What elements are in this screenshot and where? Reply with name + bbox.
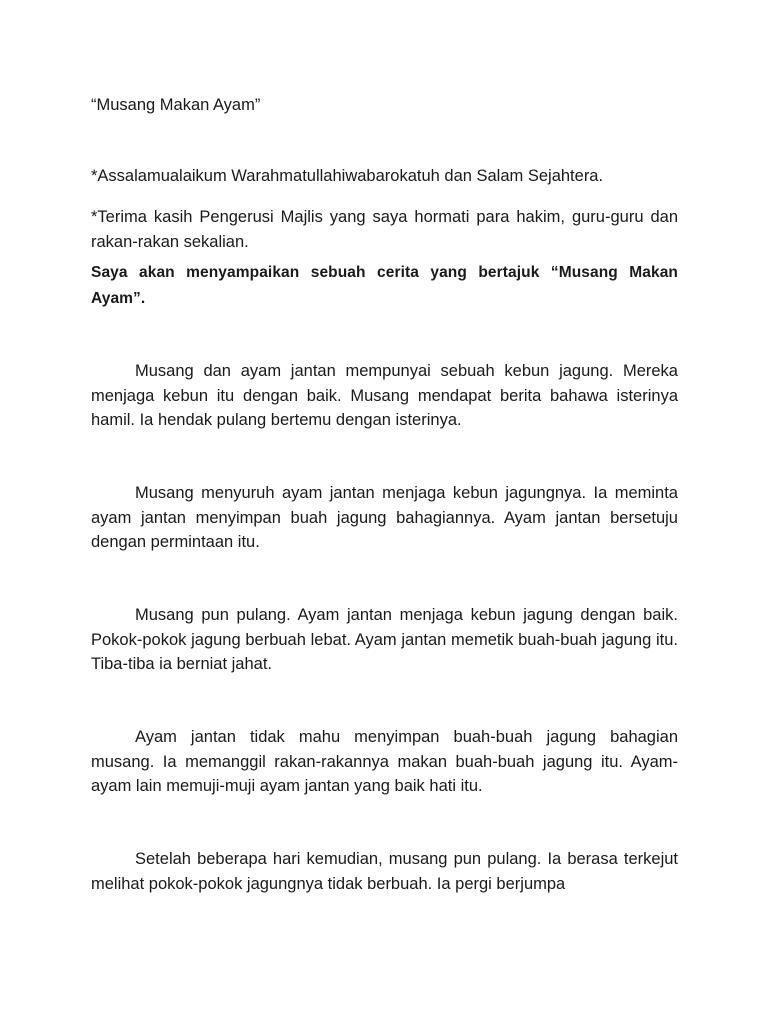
story-paragraph-5: Setelah beberapa hari kemudian, musang pun pulang. Ia berasa terkejut melihat pokok-pokok jagungnya tidak berbuah. Ia pergi berjumpa (91, 850, 678, 893)
story-paragraph-3: Musang pun pulang. Ayam jantan menjaga kebun jagung dengan baik. Pokok-pokok jagung berbuah lebat. Ayam jantan memetik buah-buah jagung itu. Tiba-tiba ia berniat jahat. (91, 606, 678, 673)
story-paragraph-2: Musang menyuruh ayam jantan menjaga kebun jagungnya. Ia meminta ayam jantan menyimpan buah jagung bahagiannya. Ayam jantan bersetuju dengan permintaan itu. (91, 484, 678, 551)
story-title: “Musang Makan Ayam” (91, 96, 261, 114)
greeting-line: *Assalamualaikum Warahmatullahiwabarokatuh dan Salam Sejahtera. (91, 167, 604, 185)
thanks-paragraph: *Terima kasih Pengerusi Majlis yang saya hormati para hakim, guru-guru dan rakan-rakan sekalian. (91, 208, 678, 251)
story-paragraph-4: Ayam jantan tidak mahu menyimpan buah-buah jagung bahagian musang. Ia memanggil rakan-rakannya makan buah-buah jagung itu. Ayam-ayam lain memuji-muji ayam jantan yang baik hati itu. (91, 728, 678, 795)
story-paragraph-1: Musang dan ayam jantan mempunyai sebuah kebun jagung. Mereka menjaga kebun itu dengan baik. Musang mendapat berita bahawa isterinya hamil. Ia hendak pulang bertemu dengan isterinya. (91, 362, 678, 429)
intro-paragraph: Saya akan menyampaikan sebuah cerita yang bertajuk “Musang Makan Ayam”. (91, 264, 678, 307)
document-page (91, 0, 678, 1024)
